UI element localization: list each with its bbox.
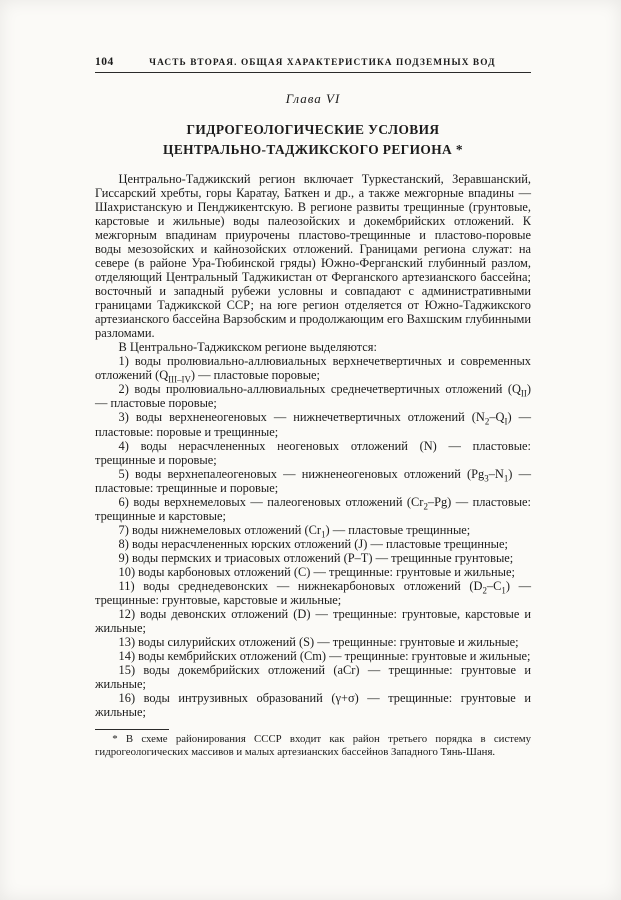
title-line-1: ГИДРОГЕОЛОГИЧЕСКИЕ УСЛОВИЯ (186, 122, 440, 137)
list-item: 14) воды кембрийских отложений (Cm) — трещинные: грунтовые и жильные; (118, 648, 531, 663)
list-item: 11) воды среднедевонских — нижнекарбоновых отложений $(D_2-C_1)$ — трещинные: грунтовые, карстовые и жильные; (95, 578, 531, 607)
footnote-rule (95, 729, 169, 730)
list-item: 3) воды верхненеогеновых — нижнечетвертичных отложений $(N_2-Q_I)$ — пластовые: поровые и трещинные; (95, 410, 531, 439)
running-head: ЧАСТЬ ВТОРАЯ. ОБЩАЯ ХАРАКТЕРИСТИКА ПОДЗЕМНЫХ ВОД (149, 58, 496, 68)
title-line-2: ЦЕНТРАЛЬНО-ТАДЖИКСКОГО РЕГИОНА * (163, 142, 463, 158)
list-item: 7) воды нижнемеловых отложений $(Cr_1)$ — пластовые трещинные; (118, 522, 471, 540)
list-item: 12) воды девонских отложений (D) — трещинные: грунтовые, карстовые и жильные; (95, 606, 531, 635)
list-item: 5) воды верхнепалеогеновых — нижненеогеновых отложений $(Pg_3-N_1)$ — пластовые: трещинные и поровые; (95, 466, 531, 495)
list-item: 16) воды интрузивных образований (γ+σ) — трещинные: грунтовые и жильные; (95, 690, 531, 719)
list-item: 1) воды пролювиально-аллювиальных верхнечетвертичных и современных отложений $(Q_{III-IV})$ — пластовые поровые; (95, 354, 531, 385)
list-item: 8) воды нерасчлененных юрских отложений (J) — пластовые трещинные; (118, 536, 508, 551)
water-types-list (95, 354, 531, 718)
body-text (95, 172, 531, 719)
list-item: 10) воды карбоновых отложений (C) — трещинные: грунтовые и жильные; (118, 564, 515, 579)
list-item: 2) воды пролювиально-аллювиальных среднечетвертичных отложений $(Q_{II})$ — пластовые поровые; (95, 382, 531, 411)
list-intro: В Центрально-Таджикском регионе выделяются: (118, 340, 377, 355)
section-title (95, 120, 531, 160)
list-item: 13) воды силурийских отложений (S) — трещинные: грунтовые и жильные; (118, 634, 519, 649)
list-item: 15) воды докембрийских отложений (аCr) — трещинные: грунтовые и жильные; (95, 662, 531, 691)
list-item: 6) воды верхнемеловых — палеогеновых отложений $(Cr_2-Pg)$ — пластовые: трещинные и карстовые; (95, 494, 532, 523)
footnote: * В схеме районирования СССР входит как район третьего порядка в систему гидрогеологических массивов и малых артезианских бассейнов Западного Тянь-Шаня. (95, 732, 531, 759)
page-number: 104 (95, 56, 114, 68)
list-item: 9) воды пермских и триасовых отложений (P–T) — трещинные грунтовые; (118, 550, 514, 565)
intro-paragraph: Центрально-Таджикский регион включает Туркестанский, Зеравшанский, Гиссарский хребты, горы Каратау, Баткен и др., а также межгорные впадины — Шахристанскую и Пенджикентскую. В регионе развиты трещинные (грунтовые, карстовые и жильные) воды палеозойских и докембрийских отложений. К межгорным впадинам приурочены пластово-трещинные и пластово-поровые воды мезозойских и кайнозойских отложений. Границами региона служат: на севере (в районе Ура-Тюбинской гряды) Южно-Ферганский глубинный разлом, отделяющий Центральный Таджикистан от Ферганского артезианского бассейна; восточный и западный рубежи условны и совпадают с административными границами Таджикской ССР; на юге регион отделяется от Южно-Таджикского артезианского бассейна Варзобским и продолжающим его Вахшским глубинными разломами. (95, 172, 531, 341)
header-rule (95, 72, 531, 73)
footnote-block (95, 729, 531, 760)
page-header (95, 56, 531, 68)
chapter-heading: Глава VI (285, 91, 341, 106)
list-item: 4) воды нерасчлененных неогеновых отложений (N) — пластовые: трещинные и поровые; (95, 438, 531, 467)
